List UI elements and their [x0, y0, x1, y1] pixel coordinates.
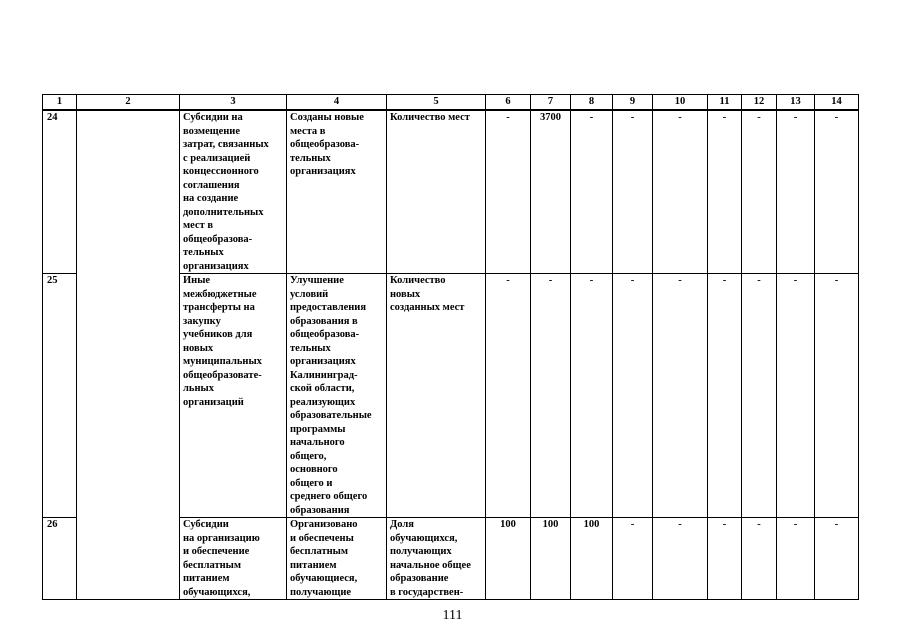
cell-value: -	[708, 274, 742, 518]
column-header: 6	[486, 95, 531, 111]
cell-value: -	[777, 518, 815, 600]
cell-value: -	[531, 274, 571, 518]
cell-value: -	[742, 110, 777, 274]
cell-value: 100	[531, 518, 571, 600]
column-header: 3	[180, 95, 287, 111]
cell-value: -	[486, 110, 531, 274]
cell-value: -	[777, 110, 815, 274]
cell-value: -	[653, 274, 708, 518]
table-row	[43, 110, 859, 274]
column-header: 9	[613, 95, 653, 111]
cell-value: -	[486, 274, 531, 518]
cell-value: 100	[571, 518, 613, 600]
cell-value: 3700	[531, 110, 571, 274]
column-header: 11	[708, 95, 742, 111]
column-header: 4	[287, 95, 387, 111]
cell-value: -	[815, 110, 859, 274]
cell-event-name: Субсидии на возмещение затрат, связанных с реализацией концессионного соглашения на создание дополнительных мест в общеобразова- тельных организациях	[180, 110, 287, 274]
cell-value: -	[653, 110, 708, 274]
column-header: 13	[777, 95, 815, 111]
cell-value: -	[613, 274, 653, 518]
cell-value: 100	[486, 518, 531, 600]
cell-value: -	[571, 274, 613, 518]
cell-value: -	[815, 274, 859, 518]
cell-result: Организовано и обеспечены бесплатным питанием обучающиеся, получающие	[287, 518, 387, 600]
column-header: 5	[387, 95, 486, 111]
cell-value: -	[815, 518, 859, 600]
cell-indicator: Количество мест	[387, 110, 486, 274]
cell-value: -	[742, 518, 777, 600]
row-number: 26	[43, 518, 77, 600]
cell-value: -	[613, 518, 653, 600]
column-header: 2	[77, 95, 180, 111]
cell-event-name: Субсидии на организацию и обеспечение бесплатным питанием обучающихся,	[180, 518, 287, 600]
column-header: 7	[531, 95, 571, 111]
column-header: 10	[653, 95, 708, 111]
cell-value: -	[708, 110, 742, 274]
header-row	[43, 95, 859, 111]
cell-event-name: Иные межбюджетные трансферты на закупку учебников для новых муниципальных общеобразовате- льных организаций	[180, 274, 287, 518]
document-table	[42, 94, 859, 600]
cell-value: -	[742, 274, 777, 518]
row-number: 24	[43, 110, 77, 274]
column-header: 12	[742, 95, 777, 111]
row-number: 25	[43, 274, 77, 518]
column-header: 14	[815, 95, 859, 111]
column-header: 8	[571, 95, 613, 111]
cell-indicator: Доля обучающихся, получающих начальное общее образование в государствен-	[387, 518, 486, 600]
cell-result: Улучшение условий предоставления образования в общеобразова- тельных организациях Калининград- ской области, реализующих образовательные программы начального общего, основного общего и среднего общего образования	[287, 274, 387, 518]
page-number: 111	[442, 608, 463, 623]
cell-result: Созданы новые места в общеобразова- тельных организациях	[287, 110, 387, 274]
cell-value: -	[777, 274, 815, 518]
cell-indicator: Количество новых созданных мест	[387, 274, 486, 518]
cell-value: -	[613, 110, 653, 274]
column-header: 1	[43, 95, 77, 111]
cell-value: -	[653, 518, 708, 600]
cell-value: -	[571, 110, 613, 274]
merged-empty-cell	[77, 110, 180, 600]
cell-value: -	[708, 518, 742, 600]
